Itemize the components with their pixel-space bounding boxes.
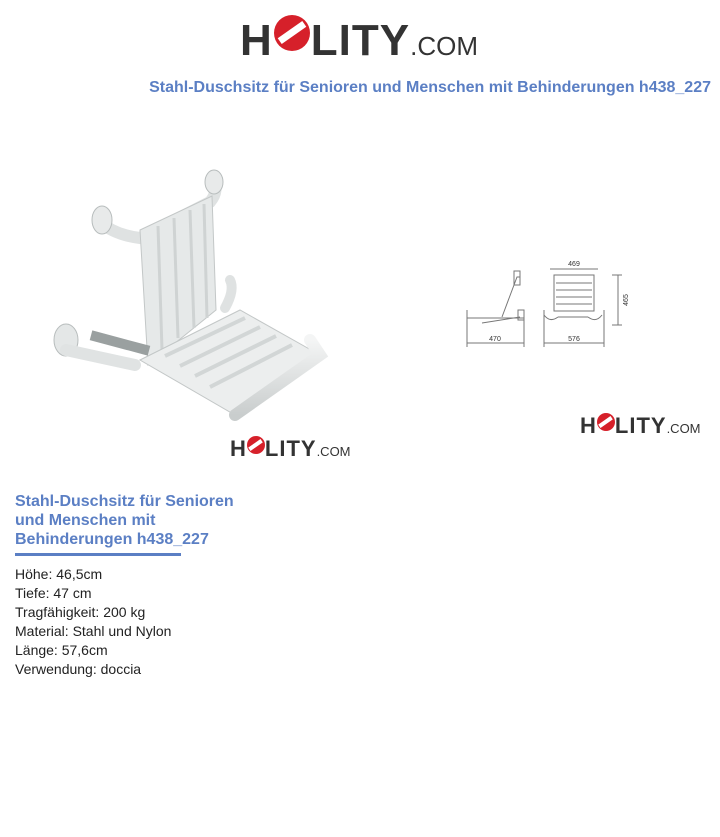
logo-o-icon (597, 413, 615, 431)
logo-text-start: H (240, 16, 273, 65)
spec-material: Material: Stahl und Nylon (15, 623, 172, 639)
logo-text-start: H (580, 413, 597, 438)
depth-dimension: 470 (489, 336, 501, 343)
spec-depth: Tiefe: 47 cm (15, 585, 92, 601)
width-bottom-dimension: 576 (568, 336, 580, 343)
logo-tld: .COM (316, 444, 351, 459)
logo-o-icon (274, 15, 310, 51)
width-top-dimension: 469 (568, 261, 580, 268)
product-title-line: und Menschen mit (15, 512, 156, 529)
site-logo[interactable] (240, 16, 478, 66)
logo-text-end: LITY (614, 413, 667, 438)
logo-text-start: H (230, 436, 247, 461)
logo-text-end: LITY (310, 16, 411, 65)
spec-length: Länge: 57,6cm (15, 642, 108, 658)
page-title: Stahl-Duschsitz für Senioren und Menschen mit Behinderungen h438_227 (149, 79, 711, 96)
logo-text-end: LITY (264, 436, 317, 461)
spec-load-capacity: Tragfähigkeit: 200 kg (15, 604, 146, 620)
logo-tld: .COM (666, 421, 701, 436)
spec-list (15, 565, 171, 679)
logo-o-icon (247, 436, 265, 454)
title-divider (15, 553, 181, 556)
spec-usage: Verwendung: doccia (15, 661, 142, 677)
photo-logo (230, 436, 351, 462)
logo-tld: .COM (410, 31, 478, 61)
height-dimension: 465 (623, 294, 630, 306)
shower-seat-photo (40, 160, 340, 430)
product-title-line: Behinderungen h438_227 (15, 531, 209, 548)
technical-drawing (462, 255, 642, 355)
drawing-logo (580, 413, 701, 439)
spec-height: Höhe: 46,5cm (15, 566, 103, 582)
product-title-line: Stahl-Duschsitz für Senioren (15, 493, 234, 510)
product-title (15, 492, 255, 549)
